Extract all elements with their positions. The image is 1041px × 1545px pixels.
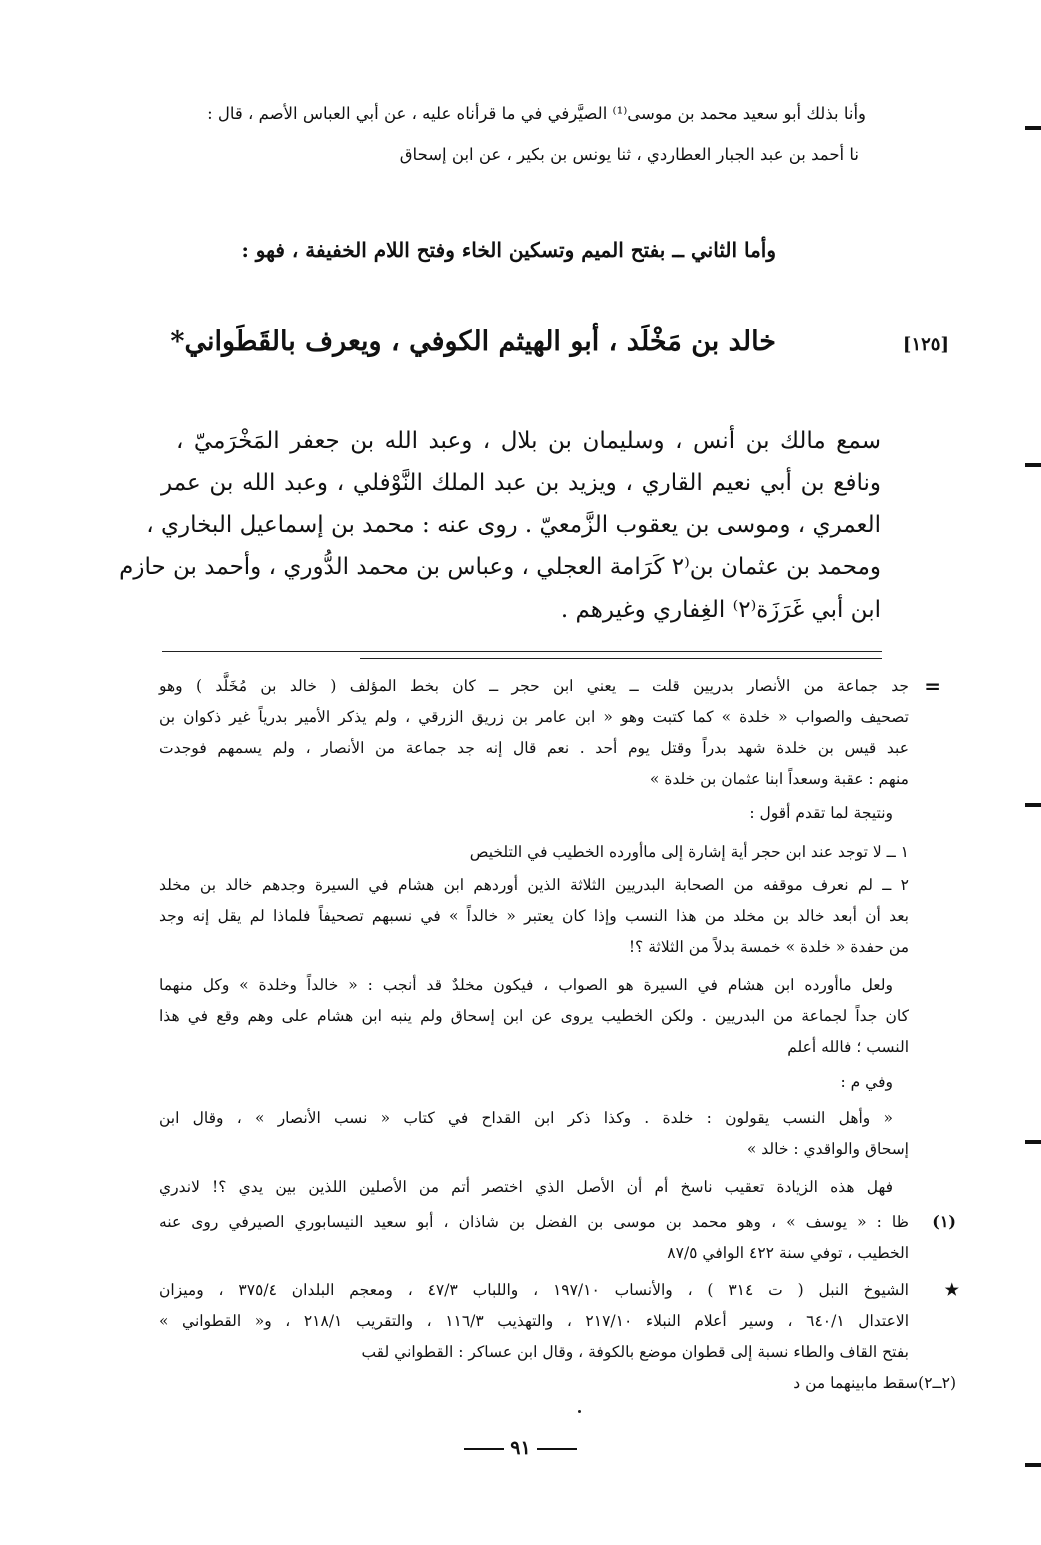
footnote-line: بعد أن أبعد خالد بن مخلد من هذا النسب وإذا كان يعتبر « خالداً » في نسبهم تصحيفاً فلماذا لم يقل إنه وجد [159,907,909,925]
footnote-line: بفتح القاف والطاء نسبة إلى قطوان موضع بالكوفة ، وقال ابن عساكر : القطواني لقب [361,1343,909,1361]
continuation-marker: = [924,674,941,698]
body-line-1: سمع مالك بن أنس ، وسليمان بن بلال ، وعبد الله بن جعفر المَخْرَميّ ، [176,428,881,454]
page-number-dash-right [537,1448,577,1450]
footnote-line: كان جداً لجماعة من البدريين . ولكن الخطيب يروى عن ابن إسحاق ولم ينبه ابن هشام على وهم وقع في هذا [159,1007,909,1025]
footnote-line: النسب ؛ فالله أعلم [787,1038,909,1056]
footnote-line: تصحيف والصواب « خلدة » كما كتبت وهو « ابن عامر بن زريق الزرقي ، ولم يذكر الأمير بدرياً غير ذكوان بن [159,708,909,726]
scan-edge-mark [1025,1463,1041,1467]
scan-edge-mark [1025,1140,1041,1144]
section-heading: وأما الثاني ــ بفتح الميم وتسكين الخاء وفتح اللام الخفيفة ، فهو : [241,238,776,262]
scan-edge-mark [1025,803,1041,807]
entry-title: خالد بن مَخْلَد ، أبو الهيثم الكوفي ، ويعرف بالقَطَواني* [170,326,776,357]
footnote-line: منهم : عقبة وسعداً ابنا عثمان بن خلدة » [649,770,909,788]
footnote-line: الخطيب ، توفي سنة ٤٢٢ الوافي ٨٧/٥ [667,1244,909,1262]
body-line-3: العمري ، وموسى بن يعقوب الزَّمعيّ . روى عنه : محمد بن إسماعيل البخاري ، [146,512,881,538]
page-number [0,1437,1041,1459]
body-line-5: ابن أبي غَرَزَة⁽٢⁾ الغِفاري وغيرهم . [560,597,881,623]
footnote-line: إسحاق والواقدي : خالد » [746,1140,909,1158]
footnote-line: ولعل ماأورده ابن هشام في السيرة هو الصواب ، فيكون مخلدٌ قد أنجب : « خالداً وخلدة » وكل منهما [159,976,893,994]
footnote-line: (٢ــ٢)سقط مابينهما من د [793,1374,956,1392]
footnote-marker-star: ★ [944,1280,959,1299]
footnote-line: عبد قيس بن خلدة شهد بدراً وقتل يوم أحد . نعم قال إنه جد جماعة من الأنصار ، ولم يسمهم فوجدت [159,739,909,757]
footnote-line: ١ ــ لا توجد عند ابن حجر أية إشارة إلى ماأورده الخطيب في التلخيص [469,843,909,861]
footnote-line: الاعتدال ٦٤٠/١ ، وسير أعلام النبلاء ٢١٧/١٠ ، والتهذيب ١١٦/٣ ، والتقريب ٢١٨/١ ، و« القطواني » [159,1312,909,1330]
body-line-2: ونافع بن أبي نعيم القاري ، ويزيد بن عبد الملك النَّوْفلي ، وعبد الله بن عمر [161,470,881,496]
footnote-separator [162,651,882,652]
page-number-dash-left [464,1448,504,1450]
footnote-line: ٢ ــ لم نعرف موقفه من الصحابة البدريين الثلاثة الذين أوردهم ابن هشام في السيرة وجدهم خالد بن مخلد [159,876,909,894]
footnote-line: فهل هذه الزيادة تعقيب ناسخ أم أن الأصل الذي اختصر أتم من الأصلين اللذين بين يدي ؟! لاندري [159,1178,893,1196]
footnote-line: الشيوخ النبل ( ت ٣١٤ ) ، والأنساب ١٩٧/١٠ ، واللباب ٤٧/٣ ، ومعجم البلدان ٣٧٥/٤ ، وميزان [159,1281,909,1299]
footnote-line: ظا : « يوسف » ، وهو محمد بن موسى بن الفضل بن شاذان ، أبو سعيد النيسابوري الصيرفي روى عنه [159,1213,909,1231]
footnote-line: من حفدة « خلدة » خمسة بدلاً من الثلاثة ؟! [628,938,909,956]
scan-edge-mark [1025,126,1041,130]
footnote-separator-short [360,658,882,659]
footnote-line: « وأهل النسب يقولون : خلدة . وكذا ذكر ابن القداح في كتاب « نسب الأنصار » ، وقال ابن [159,1109,893,1127]
scan-speck [578,1410,581,1413]
body-line-4: ومحمد بن عثمان بن⁽٢ كَرَامة العجلي ، وعباس بن محمد الدُّوري ، وأحمد بن حازم [119,554,881,580]
entry-number: [١٢٥] [902,334,949,355]
footnote-marker-1: (١) [932,1212,956,1231]
footnote-line: جد جماعة من الأنصار بدريين قلت ــ يعني ابن حجر ــ كان بخط المؤلف ( خالد بن مُخَلَّد ) وهو [159,677,909,695]
scan-edge-mark [1025,463,1041,467]
isnad-line-1: وأنا بذلك أبو سعيد محمد بن موسى⁽¹⁾ الصيَّرفي في ما قرأناه عليه ، عن أبي العباس الأصم ، قال : [207,104,866,123]
page-number-value: ٩١ [510,1437,531,1459]
footnote-line: وفي م : [840,1073,893,1091]
isnad-line-2: نا أحمد بن عبد الجبار العطاردي ، ثنا يونس بن بكير ، عن ابن إسحاق [399,145,859,164]
footnote-line: ونتيجة لما تقدم أقول : [749,804,893,822]
